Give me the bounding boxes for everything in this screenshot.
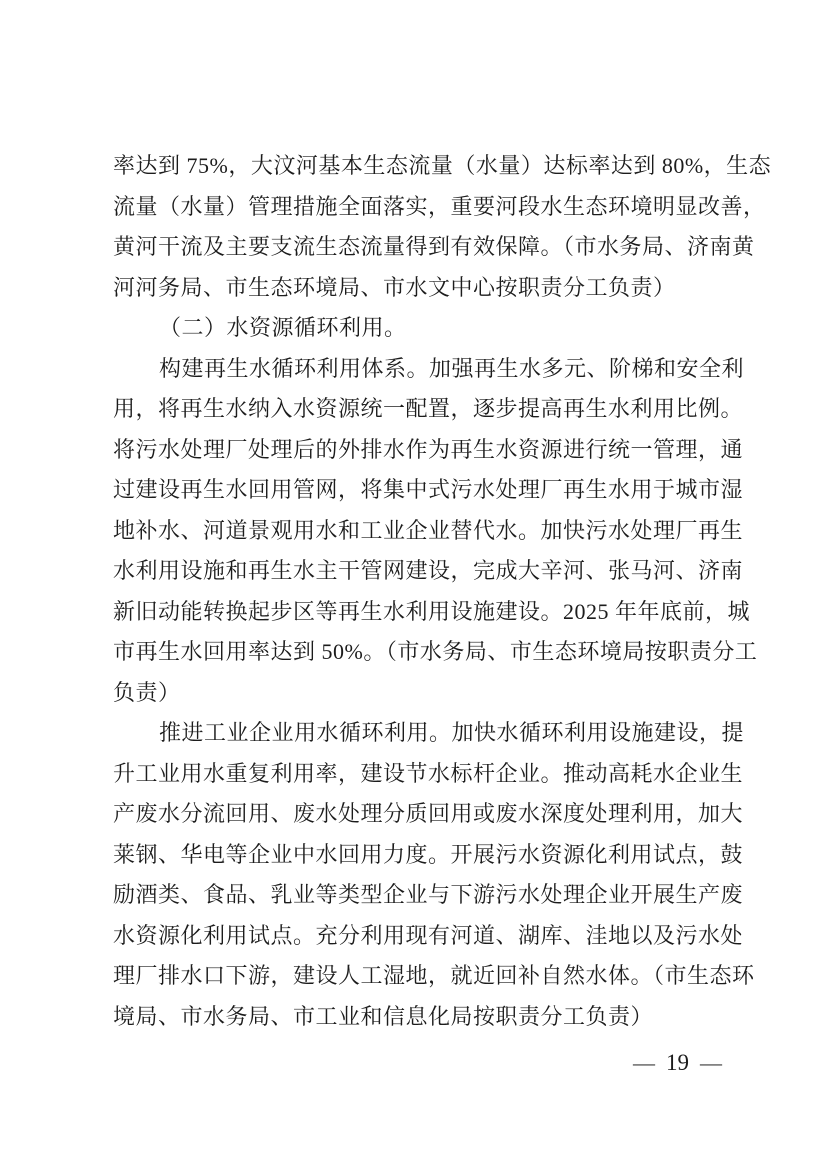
footer-dash-left: — (633, 1050, 655, 1075)
page-number: 19 (666, 1050, 689, 1075)
page-footer (633, 1048, 722, 1078)
body-text-line: 升工业用水重复利用率，建设节水标杆企业。推动高耗水企业生 (113, 760, 744, 786)
body-text-line: 用，将再生水纳入水资源统一配置，逐步提高再生水利用比例。 (113, 396, 744, 421)
body-text-line: 励酒类、食品、乳业等类型企业与下游污水处理企业开展生产废 (113, 882, 744, 907)
body-text-line: 流量（水量）管理措施全面落实，重要河段水生态环境明显改善， (113, 193, 766, 219)
body-text-line: 新旧动能转换起步区等再生水利用设施建设。2025 年年底前，城 (113, 598, 751, 624)
body-text-line: 过建设再生水回用管网，将集中式污水处理厂再生水用于城市湿 (113, 477, 744, 502)
body-text-line: 水资源化利用试点。充分利用现有河道、湖库、洼地以及污水处 (113, 922, 744, 948)
body-text-line: 构建再生水循环利用体系。加强再生水多元、阶梯和安全利 (159, 355, 745, 381)
body-text-line: 负责） (113, 679, 181, 705)
body-text-line: 产废水分流回用、废水处理分质回用或废水深度处理利用，加大 (113, 801, 744, 826)
body-text-line: 莱钢、华电等企业中水回用力度。开展污水资源化利用试点，鼓 (113, 841, 744, 867)
body-text-line: 境局、市水务局、市工业和信息化局按职责分工负责） (113, 1003, 654, 1029)
body-text-line: 市再生水回用率达到 50%。（市水务局、市生态环境局按职责分工 (113, 639, 758, 664)
body-text-line: 河河务局、市生态环境局、市水文中心按职责分工负责） (113, 274, 676, 300)
body-text-line: 水利用设施和再生水主干管网建设，完成大辛河、张马河、济南 (113, 558, 744, 583)
footer-dash-right: — (700, 1050, 722, 1075)
body-text-line: 黄河干流及主要支流生态流量得到有效保障。（市水务局、济南黄 (113, 234, 755, 259)
page-body (113, 146, 772, 1037)
body-text-line: 地补水、河道景观用水和工业企业替代水。加快污水处理厂再生 (113, 517, 744, 543)
section-heading: （二）水资源循环利用。 (159, 315, 407, 340)
body-text-line: 将污水处理厂处理后的外排水作为再生水资源进行统一管理，通 (113, 436, 744, 462)
body-text-line: 率达到 75%，大汶河基本生态流量（水量）达标率达到 80%，生态 (113, 153, 772, 178)
body-text-line: 理厂排水口下游，建设人工湿地，就近回补自然水体。（市生态环 (113, 963, 755, 988)
body-text-line: 推进工业企业用水循环利用。加快水循环利用设施建设，提 (159, 720, 745, 745)
